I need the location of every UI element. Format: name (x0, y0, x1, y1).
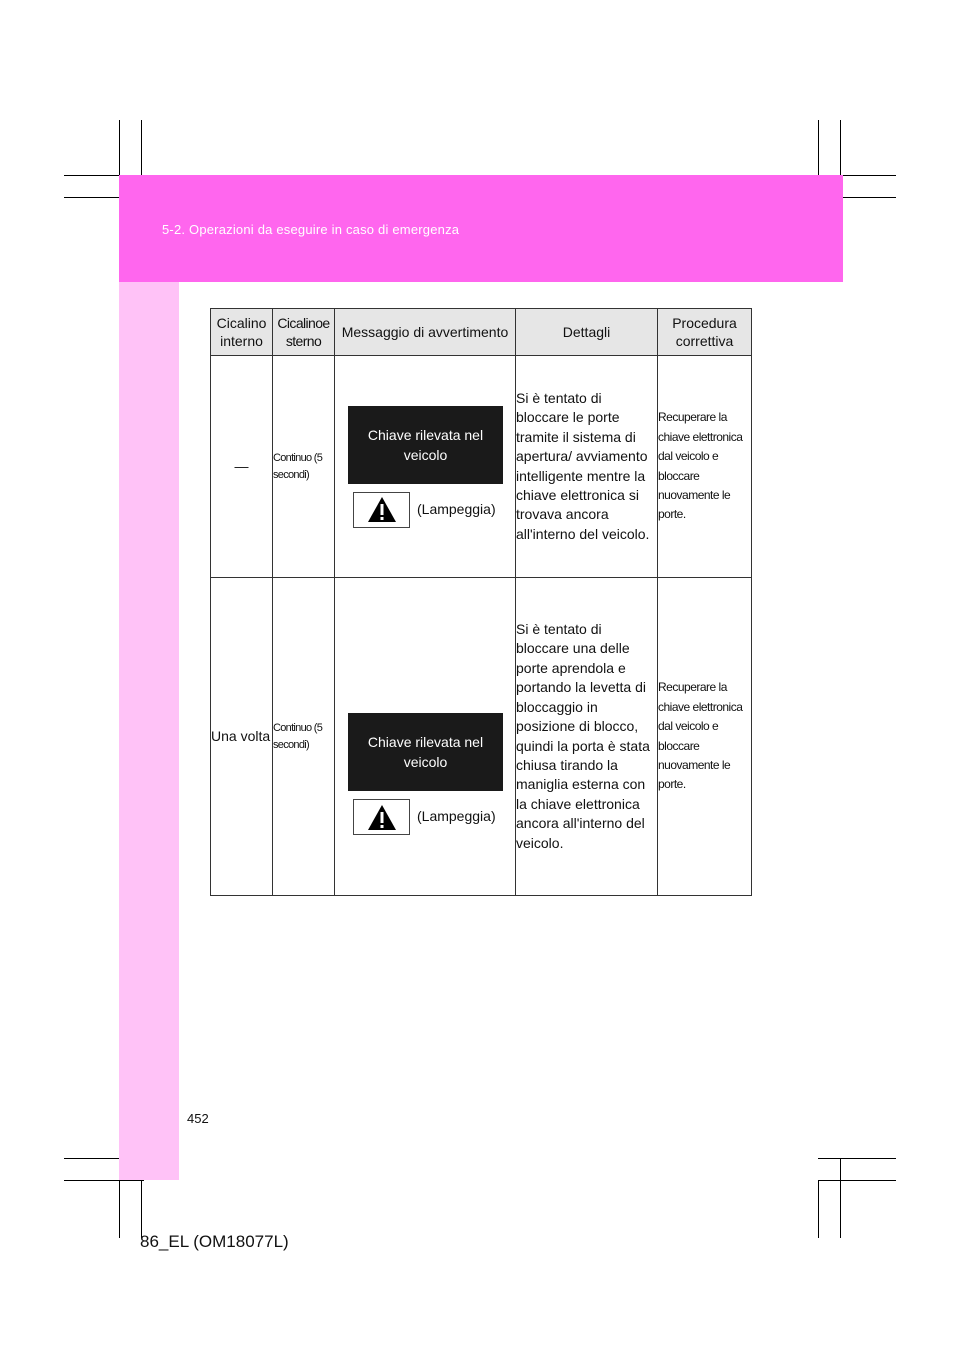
table-row (211, 578, 752, 896)
column-header: Cicalino interno (211, 309, 273, 356)
crop-mark (818, 1158, 896, 1159)
flash-label: (Lampeggia) (417, 808, 496, 825)
crop-mark (840, 1158, 841, 1238)
display-screen: Chiave rilevata nel veicolo (348, 406, 503, 484)
exterior-buzzer-cell: Continuo (5 secondi) (273, 578, 335, 896)
message-cell (335, 356, 516, 578)
column-header: Dettagli (516, 309, 658, 356)
message-cell (335, 578, 516, 896)
inner-buzzer-cell: Una volta (211, 578, 273, 896)
crop-mark (818, 1180, 896, 1181)
column-header: Messaggio di avvertimento (335, 309, 516, 356)
crop-mark (818, 1180, 819, 1238)
document-code: 86_EL (OM18077L) (140, 1232, 289, 1251)
warning-triangle-icon (353, 492, 410, 528)
procedure-cell: Recuperare la chiave elettronica dal veicolo e bloccare nuovamente le porte. (658, 356, 752, 578)
warning-triangle-icon (353, 799, 410, 835)
warning-table (210, 308, 752, 896)
page-number: 452 (187, 1111, 209, 1126)
details-cell: Si è tentato di bloccare le porte tramite il sistema di apertura/ avviamento intelligente mentre la chiave elettronica si trovava ancora all'interno del veicolo. (516, 356, 658, 578)
table-row (211, 356, 752, 578)
column-header: Cicalinoe sterno (273, 309, 335, 356)
procedure-cell: Recuperare la chiave elettronica dal veicolo e bloccare nuovamente le porte. (658, 578, 752, 896)
crop-mark (64, 1180, 144, 1181)
side-band (119, 282, 179, 1180)
column-header: Procedura correttiva (658, 309, 752, 356)
section-title: 5-2. Operazioni da eseguire in caso di emergenza (162, 222, 460, 237)
details-cell: Si è tentato di bloccare una delle porte aprendola e portando la levetta di bloccaggio in posizione di blocco, quindi la porta è stata chiusa tirando la maniglia esterna con la chiave elettronica ancora all'interno del veicolo. (516, 578, 658, 896)
exterior-buzzer-cell: Continuo (5 secondi) (273, 356, 335, 578)
flash-label: (Lampeggia) (417, 500, 496, 517)
crop-mark (141, 1180, 142, 1238)
table-header-row (211, 309, 752, 356)
display-screen: Chiave rilevata nel veicolo (348, 713, 503, 791)
inner-buzzer-cell: — (211, 356, 273, 578)
